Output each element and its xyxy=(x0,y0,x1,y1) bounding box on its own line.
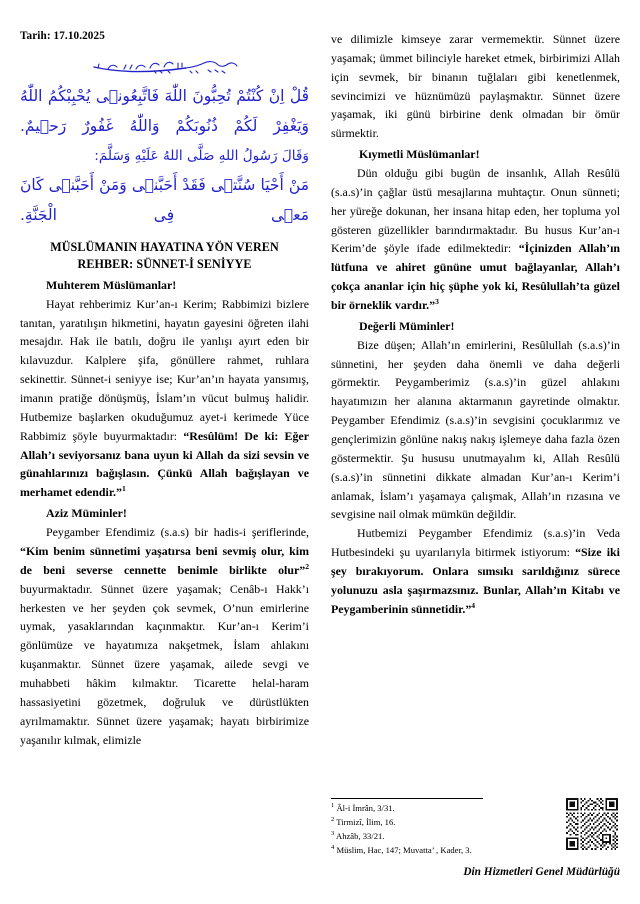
qr-code-icon[interactable] xyxy=(566,798,618,850)
footnote-number: 2 xyxy=(331,816,335,824)
paragraph-2-text-after: buyurmaktadır. Sünnet üzere yaşamak; Cenâb-ı Hakk’ı herkesten ve her şeyden çok sevmek, O’nun emirlerine uymak, yasaklarından kaçınmaktır. Kur’an-ı Kerim’i gönlümüze ve hayatımıza nakşetmek, İslam ahlakını kuşanmaktır. Sünnet üzere yaşamak, ailede sevgi ve muhabbeti hâkim kılmaktır. Ticarette helal-haram hassasiyetini gözetmek, doğruluk ve dürüstlükten ayrılmamaktır. Sünnet üzere yaşamak; hayatı birbirimize yaşanılır kılmak, elimizle xyxy=(20,581,309,747)
footnote-number: 3 xyxy=(331,830,335,838)
footnote-number: 1 xyxy=(331,802,335,810)
footnote-ref-1: 1 xyxy=(121,484,126,494)
paragraph-2-text-before: Peygamber Efendimiz (s.a.s) bir hadis-i şeriflerinde, xyxy=(46,525,309,540)
section-heading-degerli: Değerli Müminler! xyxy=(359,318,455,333)
paragraph-5: Bize düşen; Allah’ın emirlerini, Resûlullah (s.a.s)’in sünnetini, her şeyden daha önemli ve daha değerli görmektir. Peygamberimiz (s.a.s)’in güzel ahlakını hayatımızın her alanına aktarmanın gayretinde olmaktır. Peygamber Efendimiz (s.a.s)’in sevgisini çocuklarımız ve gençlerimizin gönlüne nakış nakış işlemeye daha fazla özen göstermektir. Şu hususu unutmayalım ki, Allah Resûlü (s.a.s)’in sünnetini dikkate almadan Kur’an-ı Kerim’i anlamak, İslam’ı yaşamaya çalışmak, Allah’ın rızasına ve sevgisine nail olmak mümkün değildir. xyxy=(331,337,620,522)
footnote-number: 4 xyxy=(331,844,335,852)
basmala-calligraphy xyxy=(20,52,309,78)
section-heading-muhterem: Muhterem Müslümanlar! xyxy=(46,277,177,292)
footnote-text: Müslim, Hac, 147; Muvatta’ , Kader, 3. xyxy=(336,845,472,856)
footnote-ref-3: 3 xyxy=(435,297,439,307)
date-label: Tarih: 17.10.2025 xyxy=(20,30,105,42)
hadith-intro-arabic: وَقَالَ رَسُولُ اللهِ صَلَّى اللهُ عَلَيْهِ وَسَلَّمَ: xyxy=(94,147,309,164)
section-heading-kiymetli: Kıymetli Müslümanlar! xyxy=(359,147,480,162)
footnote-ref-2: 2 xyxy=(305,561,309,571)
paragraph-2 xyxy=(20,523,309,749)
footnote-text: Âl-i İmrân, 3/31. xyxy=(336,803,395,814)
footnote-text: Ahzâb, 33/21. xyxy=(335,831,385,842)
paragraph-2-quote: “Kim benim sünnetimi yaşatırsa beni sevmiş olur, kim de beni severse cennette benimle birlikte olur” xyxy=(20,543,309,577)
left-column xyxy=(20,30,309,896)
section-heading-aziz: Aziz Müminler! xyxy=(46,506,127,521)
footnote-ref-4: 4 xyxy=(471,600,476,610)
footnote-text: Tirmizî, İlim, 16. xyxy=(336,817,396,828)
signature-line: Din Hizmetleri Genel Müdürlüğü xyxy=(463,866,620,878)
footnote-separator-rule xyxy=(331,798,483,799)
right-column xyxy=(331,30,620,896)
page-title-line-2: REHBER: SÜNNET-İ SENİYYE xyxy=(77,257,252,272)
page-title xyxy=(20,239,309,274)
paragraph-1-text: Hayat rehberimiz Kur’an-ı Kerim; Rabbimizi bizlere tanıtan, yaratılışın hikmetini, hayatın gayesini öğreten ilahi mesajdır. Hak ile batılı, doğru ile yanlışı ayırt eden bir kılavuzdur. Kalplere şifa, gönüllere rahmet, ruhlara sekinettir. Sünnet-i seniyye ise; Kur’an’ın hayata yansımış, imanın pratiğe dönüşmüş, İslam’ın vücut bulmuş halidir. Hutbemize başlarken okuduğumuz ayet-i kerimede Yüce Rabbimiz şöyle buyurmaktadır: xyxy=(20,296,309,443)
paragraph-3-continued: ve dilimizle kimseye zarar vermemektir. Sünnet üzere yaşamak; ümmet bilinciyle hareket etmek, birbirimizi Allah için sevmek, bir binanın tuğlaları gibi kenetlenmek, sevincimizi ve hüznümüzü paylaşmaktır. Sünnet üzere yaşamak, iki günü birbirine denk olmadan bir ömür sürmektir. xyxy=(331,32,620,141)
page-title-line-1: MÜSLÜMANIN HAYATINA YÖN VEREN xyxy=(50,239,279,254)
paragraph-4 xyxy=(331,164,620,315)
paragraph-4-text: Dün olduğu gibi bugün de insanlık, Allah Resûlü (s.a.s)’in çağlar üstü mesajlarına muhtaçtır. Onun sünneti; her yüreğe dokunan, her insana hitap eden, her topluma yol gösteren güzellikler barındırmaktadır. Bu husus Kur’an-ı Kerim’de şöyle ifade edilmektedir: xyxy=(331,166,620,256)
quran-verse-arabic: قُلْ اِنْ كُنْتُمْ تُحِبُّونَ اللّٰهَ فَاتَّبِعُونٖى يُحْبِبْكُمُ اللّٰهُ وَيَغْفِرْ لَكُمْ ذُنُوبَكُمْ وَاللّٰهُ غَفُورٌ رَحٖيمٌ. xyxy=(20,87,309,135)
paragraph-6 xyxy=(331,524,620,618)
paragraph-1 xyxy=(20,295,309,502)
paragraph-1-quote: “Resûlüm! De ki: Eğer Allah’ı seviyorsanız bana uyun ki Allah da sizi sevsin ve günahlarınızı bağışlasın. Çünkü Allah bağışlayan ve merhamet edendir.” xyxy=(20,428,309,500)
paragraph-6-text: Hutbemizi Peygamber Efendimiz (s.a.s)’in Veda Hutbesindeki şu uyarılarıyla bitirmek istiyorum: xyxy=(331,526,620,560)
paragraph-4-quote: “İçinizden Allah’ın lütfuna ve ahiret gününe umut bağlayanlar, Allah’ı çokça ananlar için hiç şüphe yok ki, Resûlullah’ta güzel bir örneklik vardır.” xyxy=(331,241,620,313)
two-column-layout xyxy=(20,30,620,896)
paragraph-6-quote: “Size iki şey bırakıyorum. Onlara sımsıkı sarıldığınız sürece yolunuzu asla şaşırmazsınız. Bunlar, Allah’ın Kitabı ve Peygamberinin sünnetidir.” xyxy=(331,545,620,616)
hadith-text-arabic: مَنْ أَحْيَا سُنَّتٖى فَقَدْ أَحَبَّنٖى وَمَنْ أَحَبَّنٖى كَانَ مَعٖى فِى الْجَنَّةِ. xyxy=(20,176,309,225)
